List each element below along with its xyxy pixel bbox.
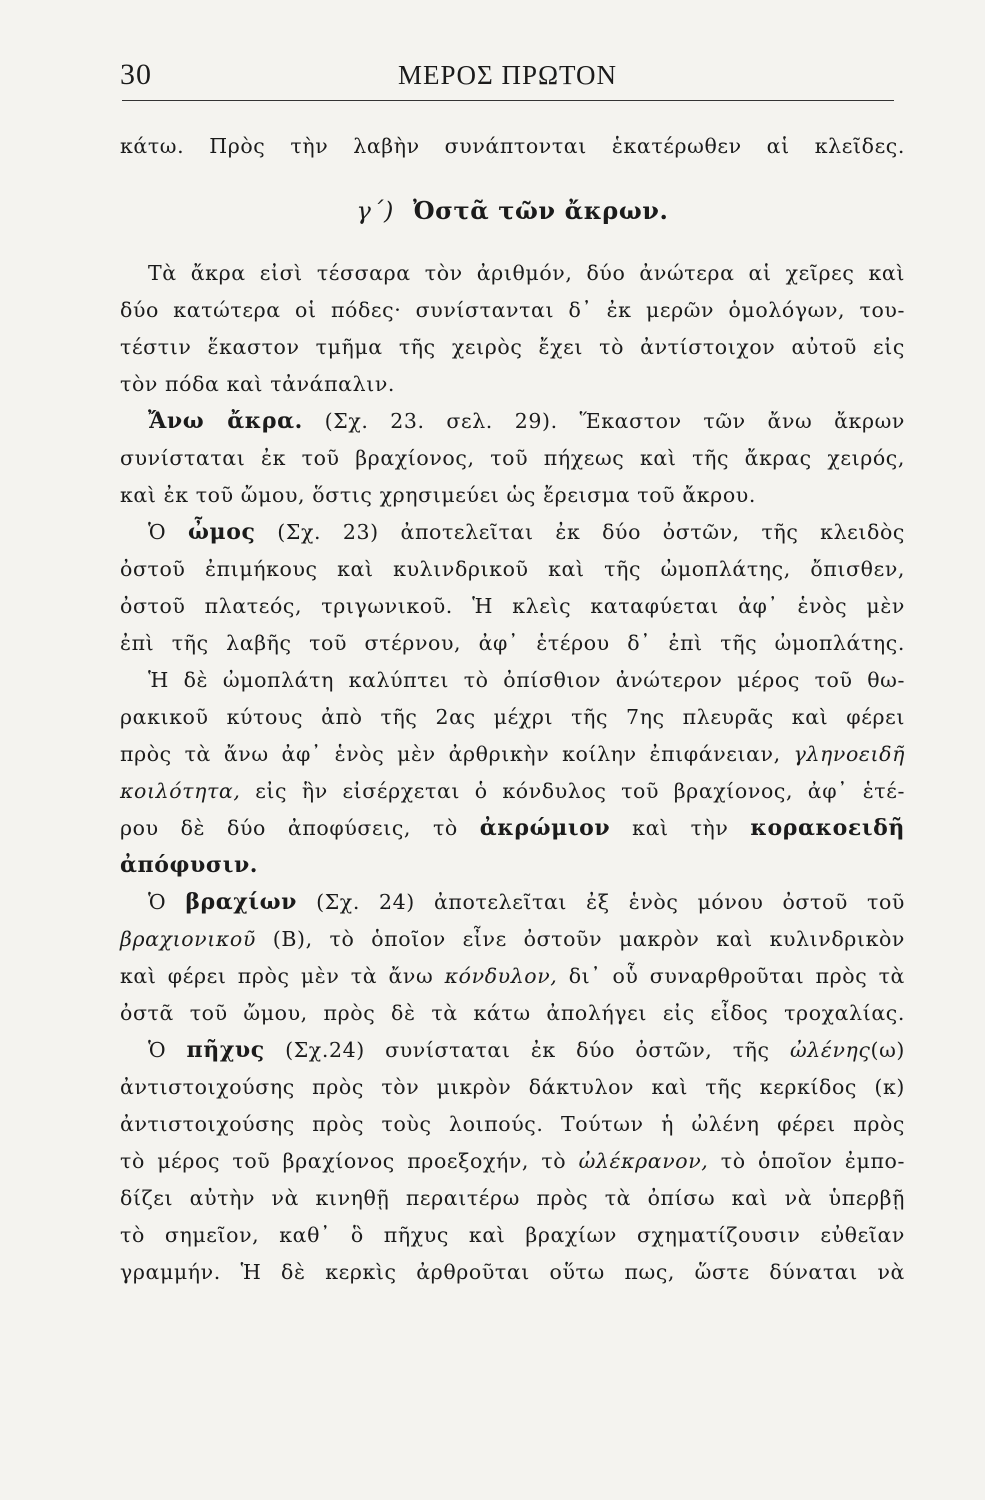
- term-italic: κοιλότητα,: [120, 779, 241, 803]
- text-line: ἀντιστοιχούσης πρὸς τοὺς λοιπούς. Τούτων ἡ ὠλένη φέρει πρὸς: [120, 1112, 905, 1136]
- page-number: 30: [120, 58, 152, 91]
- header-rule: [122, 100, 894, 101]
- text-line: ρου δὲ δύο ἀποφύσεις, τὸ ἀκρώμιον καὶ τὴν κορακοειδῆ: [120, 815, 905, 841]
- text-line: [120, 847, 905, 884]
- text-line: δίζει αὐτὴν νὰ κινηθῇ περαιτέρω πρὸς τὰ ὀπίσω καὶ νὰ ὑπερβῇ: [120, 1186, 905, 1210]
- text-line: Ὁ ὦμος (Σχ. 23) ἀποτελεῖται ἐκ δύο ὀστῶν, τῆς κλειδὸς: [148, 519, 906, 545]
- text-line: Ὁ βραχίων (Σχ. 24) ἀποτελεῖται ἐξ ἑνὸς μόνου ὀστοῦ τοῦ: [148, 889, 905, 915]
- text-line: καὶ φέρει πρὸς μὲν τὰ ἄνω κόνδυλον, δι᾿ οὗ συναρθροῦται πρὸς τὰ: [120, 964, 906, 988]
- term-italic: κόνδυλον,: [444, 964, 558, 988]
- term-bold: Ἄνω ἄκρα.: [148, 408, 303, 434]
- text-line: συνίσταται ἐκ τοῦ βραχίονος, τοῦ πήχεως καὶ τῆς ἄκρας χειρός,: [120, 446, 905, 470]
- term-italic: ὠλέκρανον,: [578, 1149, 709, 1173]
- text-line: ὀστᾶ τοῦ ὤμου, πρὸς δὲ τὰ κάτω ἀπολήγει εἰς εἶδος τροχαλίας.: [120, 1001, 905, 1025]
- running-head: ΜΕΡΟΣ ΠΡΩΤΟΝ: [397, 60, 618, 90]
- text-line: κάτω. Πρὸς τὴν λαβὴν συνάπτονται ἑκατέρωθεν αἱ κλεῖδες.: [120, 134, 905, 158]
- text-line: τὸ σημεῖον, καθ᾿ ὃ πῆχυς καὶ βραχίων σχηματίζουσιν εὐθεῖαν: [120, 1223, 905, 1247]
- text-line: ρακικοῦ κύτους ἀπὸ τῆς 2ας μέχρι τῆς 7ης πλευρᾶς καὶ φέρει: [120, 705, 905, 729]
- text-line: ὀστοῦ πλατεός, τριγωνικοῦ. Ἡ κλεὶς καταφύεται ἀφ᾿ ἑνὸς μὲν: [120, 594, 905, 618]
- text-line: τὸ μέρος τοῦ βραχίονος προεξοχήν, τὸ ὠλέκρανον, τὸ ὁποῖον ἐμπο-: [120, 1149, 905, 1173]
- page-header: [120, 58, 895, 102]
- text-line: κοιλότητα, εἰς ἣν εἰσέρχεται ὁ κόνδυλος τοῦ βραχίονος, ἀφ᾿ ἑτέ-: [120, 779, 905, 803]
- text-line: ἀντιστοιχούσης πρὸς τὸν μικρὸν δάκτυλον καὶ τῆς κερκίδος (κ): [120, 1075, 905, 1099]
- term-italic: γληνοειδῆ: [793, 742, 905, 766]
- term-bold: βραχίων: [185, 889, 298, 915]
- term-bold: ἀκρώμιον: [479, 815, 611, 841]
- text-line: Ἄνω ἄκρα. (Σχ. 23. σελ. 29). Ἕκαστον τῶν ἄνω ἄκρων: [148, 408, 905, 434]
- text-line: Ὁ πῆχυς (Σχ.24) συνίσταται ἐκ δύο ὀστῶν, τῆς ὠλένης(ω): [148, 1037, 905, 1063]
- text-line: τέστιν ἕκαστον τμῆμα τῆς χειρὸς ἔχει τὸ ἀντίστοιχον αὐτοῦ εἰς: [120, 335, 905, 359]
- text-line: Ἡ δὲ ὠμοπλάτη καλύπτει τὸ ὀπίσθιον ἀνώτερον μέρος τοῦ θω-: [148, 668, 905, 692]
- term-bold: κορακοειδῆ: [750, 815, 905, 841]
- text-line: πρὸς τὰ ἄνω ἀφ᾿ ἑνὸς μὲν ἀρθρικὴν κοίλην ἐπιφάνειαν, γληνοειδῆ: [120, 742, 905, 766]
- section-marker: γ΄): [356, 197, 394, 225]
- term-italic: ὠλένης: [789, 1038, 871, 1062]
- text-line: ἐπὶ τῆς λαβῆς τοῦ στέρνου, ἀφ᾿ ἑτέρου δ᾿ ἐπὶ τῆς ὠμοπλάτης.: [120, 631, 905, 655]
- term-bold: ἀπόφυσιν.: [120, 852, 259, 878]
- term-bold: ὦμος: [187, 519, 256, 545]
- section-heading: [120, 191, 905, 231]
- text-line: ὀστοῦ ἐπιμήκους καὶ κυλινδρικοῦ καὶ τῆς ὠμοπλάτης, ὄπισθεν,: [120, 557, 905, 581]
- text-line: τὸν πόδα καὶ τἀνάπαλιν.: [120, 372, 396, 396]
- term-italic: βραχιονικοῦ: [120, 927, 256, 951]
- section-title: Ὀστᾶ τῶν ἄκρων.: [412, 196, 669, 225]
- text-line: Τὰ ἄκρα εἰσὶ τέσσαρα τὸν ἀριθμόν, δύο ἀνώτερα αἱ χεῖρες καὶ: [148, 261, 905, 285]
- text-line: καὶ ἐκ τοῦ ὤμου, ὅστις χρησιμεύει ὡς ἔρεισμα τοῦ ἄκρου.: [120, 483, 756, 507]
- term-bold: πῆχυς: [186, 1037, 265, 1063]
- text-line: δύο κατώτερα οἱ πόδες· συνίστανται δ᾿ ἐκ μερῶν ὁμολόγων, του-: [120, 298, 905, 322]
- text-line: βραχιονικοῦ (Β), τὸ ὁποῖον εἶνε ὀστοῦν μακρὸν καὶ κυλινδρικὸν: [120, 927, 905, 951]
- text-line: γραμμήν. Ἡ δὲ κερκὶς ἀρθροῦται οὕτω πως, ὥστε δύναται νὰ: [120, 1260, 905, 1284]
- page-body: [120, 128, 905, 1291]
